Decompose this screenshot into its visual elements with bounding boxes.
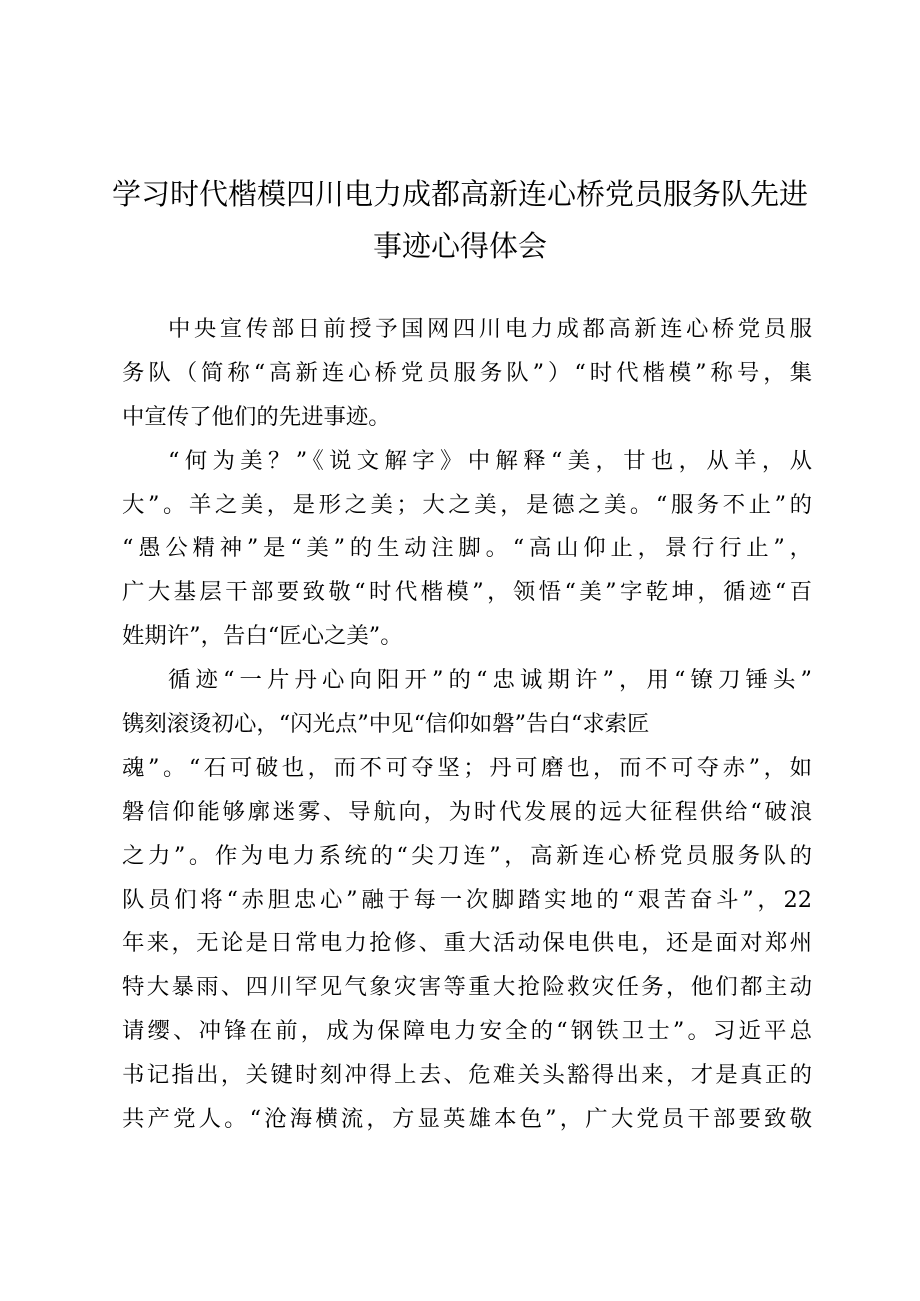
text-line: “何为美？”《说文解字》中解释“美，甘也，从羊，从	[168, 447, 812, 474]
paragraph	[122, 440, 812, 659]
text-line: 之力”。作为电力系统的“尖刀连”，高新连心桥党员服务队的	[122, 842, 812, 869]
paragraph	[122, 659, 812, 1142]
text-line: 请缨、冲锋在前，成为保障电力安全的“钢铁卫士”。习近平总	[122, 1018, 812, 1045]
document-body	[122, 308, 812, 1142]
text-line: 特大暴雨、四川罕见气象灾害等重大抢险救灾任务，他们都主动	[122, 974, 812, 1001]
text-line: 磐信仰能够廓迷雾、导航向，为时代发展的远大征程供给“破浪	[122, 798, 812, 825]
text-line: 队员们将“赤胆忠心”融于每一次脚踏实地的“艰苦奋斗”，22	[122, 886, 812, 913]
text-line: 广大基层干部要致敬“时代楷模”，领悟“美”字乾坤，循迹“百	[122, 579, 812, 606]
title-line: 学习时代楷模四川电力成都高新连心桥党员服务队先进	[111, 177, 808, 211]
text-line: 务队（简称“高新连心桥党员服务队”）“时代楷模”称号，集	[122, 359, 812, 386]
text-line: 年来，无论是日常电力抢修、重大活动保电供电，还是面对郑州	[122, 930, 812, 957]
text-line: 镌刻滚烫初心，“闪光点”中见“信仰如磐”告白“求索匠	[122, 711, 650, 738]
text-line: 大”。羊之美，是形之美；大之美，是德之美。“服务不止”的	[122, 491, 812, 518]
document-title	[110, 168, 810, 272]
text-line: 中宣传了他们的先进事迹。	[122, 403, 391, 430]
paragraph	[122, 308, 812, 440]
text-line: 中央宣传部日前授予国网四川电力成都高新连心桥党员服	[168, 316, 812, 342]
text-line: 姓期许”，告白“匠心之美”。	[122, 623, 403, 650]
title-line: 事迹心得体会	[372, 229, 547, 263]
text-line: 循迹“一片丹心向阳开”的“忠诚期许”，用“镣刀锤头”	[168, 667, 812, 694]
text-line: 共产党人。“沧海横流，方显英雄本色”，广大党员干部要致敬	[122, 1106, 812, 1133]
text-line: 魂”。“石可破也，而不可夺坚；丹可磨也，而不可夺赤”，如	[122, 754, 812, 781]
text-line: 书记指出，关键时刻冲得上去、危难关头豁得出来，才是真正的	[122, 1062, 812, 1089]
text-line: “愚公精神”是“美”的生动注脚。“高山仰止，景行行止”，	[122, 535, 812, 562]
